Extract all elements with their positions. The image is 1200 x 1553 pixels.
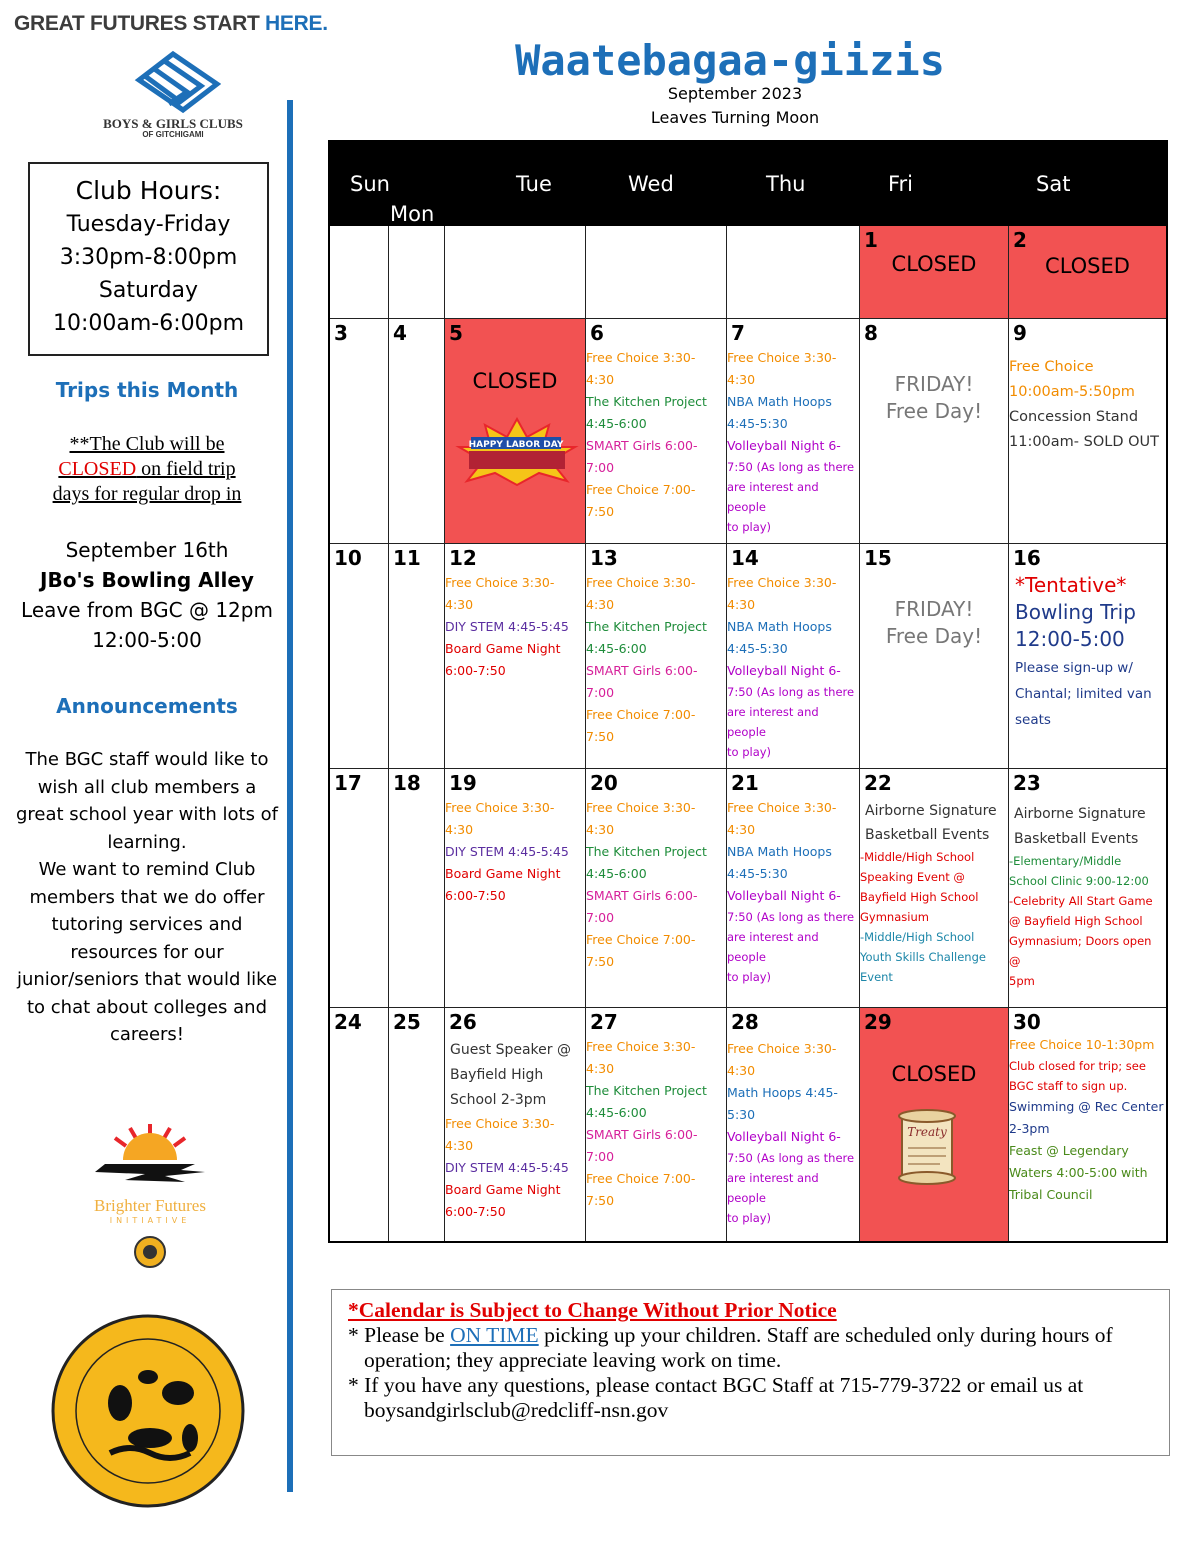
- day-number: 28: [731, 1010, 759, 1034]
- hours-line: Saturday: [98, 278, 199, 303]
- day-header-thu: Thu: [766, 172, 806, 196]
- day-number: 25: [393, 1010, 421, 1034]
- event-guest-speaker: Guest Speaker @: [450, 1042, 571, 1058]
- labor-day-text: HAPPY LABOR DAY: [468, 440, 564, 450]
- event-note: 7:50 (As long as there: [727, 460, 855, 474]
- trip-date: September 16th: [65, 538, 229, 562]
- announcement-text: We want to remind Club members that we do offer tutoring services and resources for our junior/seniors that would like to chat about colleges and careers!: [16, 859, 278, 1045]
- day-cell-17: [330, 769, 389, 1008]
- event-time: 7:00: [586, 910, 615, 925]
- hours-line: 3:30pm-8:00pm: [59, 245, 238, 270]
- event-free-choice: Free Choice 3:30-: [727, 575, 837, 590]
- event-note: are interest and people: [727, 705, 819, 739]
- event-free-choice: Free Choice 3:30-: [586, 1039, 696, 1054]
- tentative-label: *Tentative*: [1015, 573, 1127, 597]
- event-time: 7:50: [586, 504, 615, 519]
- trip-note: [14, 432, 280, 507]
- day-number: 4: [393, 321, 407, 345]
- day-cell-13: [586, 544, 727, 769]
- event-free-choice: Free Choice 3:30-: [586, 800, 696, 815]
- event-note: to play): [727, 970, 772, 984]
- event-time: 7:00: [586, 460, 615, 475]
- day-cell-3: [330, 319, 389, 544]
- event-time: 4:45-5:30: [727, 866, 788, 881]
- event-time: 7:00: [586, 1149, 615, 1164]
- event-volleyball: Volleyball Night 6-: [727, 1129, 841, 1144]
- trips-section: [14, 378, 280, 655]
- moon-label: Leaves Turning Moon: [650, 108, 820, 127]
- announcement-text: The BGC staff would like to wish all club members a great school year with lots of learning.: [15, 749, 279, 853]
- day-number: 15: [864, 546, 892, 570]
- bgc-hands-icon: [125, 50, 221, 114]
- month-label: September 2023: [667, 84, 803, 103]
- event-free-choice: Free Choice 7:00-: [586, 707, 696, 722]
- event-free-choice: Free Choice 7:00-: [586, 482, 696, 497]
- event-free-choice: Free Choice 3:30-: [445, 800, 555, 815]
- event-free-choice: Free Choice: [1009, 359, 1094, 375]
- free-day-label: Free Day!: [885, 624, 983, 648]
- day-cell-26: [445, 1008, 586, 1241]
- org-sub: OF GITCHIGAMI: [142, 130, 204, 139]
- tribal-seal-icon: [50, 1313, 246, 1509]
- event-time: 4:30: [727, 1063, 756, 1078]
- event-board-game-night: Board Game Night: [445, 866, 561, 881]
- free-day-label: Free Day!: [885, 399, 983, 423]
- tagline-accent: HERE.: [265, 12, 328, 35]
- notice-text: If you have any questions, please contact BGC Staff at 715-779-3722 or email us at boysandgirlsclub@redcliff-nsn.gov: [364, 1373, 1084, 1422]
- event-nba-math-hoops: NBA Math Hoops: [727, 844, 832, 859]
- day-number: 26: [449, 1010, 477, 1034]
- divider-line: [287, 100, 293, 1492]
- event-swimming: Swimming @ Rec Center: [1009, 1099, 1164, 1114]
- bgc-logo: [88, 50, 258, 139]
- event-free-choice: Free Choice 3:30-: [727, 1041, 837, 1056]
- day-cell-30: [1009, 1008, 1166, 1241]
- day-number: 10: [334, 546, 362, 570]
- event-note: are interest and people: [727, 480, 819, 514]
- event-time: 4:30: [445, 822, 474, 837]
- day-number: 24: [334, 1010, 362, 1034]
- event-time: 10:00am-5:50pm: [1009, 384, 1135, 400]
- day-cell-18: [389, 769, 445, 1008]
- event-time: 4:45-6:00: [586, 1105, 647, 1120]
- event-bowling-trip: Bowling Trip: [1015, 600, 1136, 624]
- brighter-futures-name: Brighter Futures: [94, 1196, 206, 1215]
- event-note: to play): [727, 1211, 772, 1225]
- event-note: are interest and people: [727, 1171, 819, 1205]
- event-math-hoops: Math Hoops 4:45-: [727, 1085, 838, 1100]
- event-kitchen-project: The Kitchen Project: [586, 619, 707, 634]
- event-guest-speaker: Bayfield High: [450, 1067, 544, 1083]
- day-header-wed: Wed: [628, 172, 674, 196]
- day-cell-6: [586, 319, 727, 544]
- event-free-choice: Free Choice 3:30-: [445, 575, 555, 590]
- event-time: 4:45-6:00: [586, 416, 647, 431]
- event-volleyball: Volleyball Night 6-: [727, 663, 841, 678]
- event-guest-speaker: School 2-3pm: [450, 1092, 547, 1108]
- event-note: Gymnasium: [860, 910, 929, 924]
- closed-label: CLOSED: [891, 252, 977, 276]
- event-free-choice: Free Choice 10-1:30pm: [1009, 1037, 1155, 1052]
- event-note: to play): [727, 520, 772, 534]
- day-cell-9: [1009, 319, 1166, 544]
- treaty-scroll-icon: [892, 1106, 962, 1188]
- event-time: 12:00-5:00: [1015, 627, 1125, 651]
- day-cell-15: [860, 544, 1009, 769]
- event-free-choice: Free Choice 3:30-: [445, 1116, 555, 1131]
- day-cell-5: [445, 319, 586, 544]
- day-number: 27: [590, 1010, 618, 1034]
- notice-text: Please be: [364, 1323, 451, 1347]
- event-time: 2-3pm: [1009, 1121, 1050, 1136]
- event-note: 7:50 (As long as there: [727, 685, 855, 699]
- org-name: BOYS & GIRLS CLUBS: [103, 116, 243, 131]
- event-time: 4:30: [445, 1138, 474, 1153]
- day-number: 17: [334, 771, 362, 795]
- event-time: 7:00: [586, 685, 615, 700]
- event-note: -Elementary/Middle: [1009, 854, 1122, 868]
- trip-note-line: on field trip: [136, 458, 236, 480]
- friday-label: FRIDAY!: [894, 372, 974, 396]
- day-number: 16: [1013, 546, 1041, 570]
- event-feast: Feast @ Legendary: [1009, 1143, 1129, 1158]
- day-cell-empty: [727, 226, 860, 319]
- day-number: 3: [334, 321, 348, 345]
- event-free-choice: Free Choice 3:30-: [586, 350, 696, 365]
- closed-label: CLOSED: [1045, 254, 1130, 278]
- day-cell-16: [1009, 544, 1166, 769]
- day-cell-4: [389, 319, 445, 544]
- day-header-sat: Sat: [1036, 172, 1071, 196]
- day-cell-2: [1009, 226, 1166, 319]
- trip-note-closed: CLOSED: [58, 458, 137, 480]
- day-cell-24: [330, 1008, 389, 1241]
- event-concession-stand: Concession Stand: [1009, 409, 1139, 425]
- brighter-futures-logo: [78, 1120, 222, 1273]
- sunrise-icon: [85, 1120, 215, 1190]
- event-note: Event: [860, 970, 893, 984]
- notice-title: *Calendar is Subject to Change Without Prior Notice: [348, 1298, 837, 1322]
- day-number: 2: [1013, 228, 1027, 252]
- event-note: School Clinic 9:00-12:00: [1009, 874, 1149, 888]
- day-cell-empty: [586, 226, 727, 319]
- event-time: 7:50: [586, 1193, 615, 1208]
- day-cell-29: [860, 1008, 1009, 1241]
- event-time: 5:30: [727, 1107, 756, 1122]
- event-note: Club closed for trip; see: [1009, 1059, 1146, 1073]
- event-note: Gymnasium; Doors open @: [1009, 934, 1152, 968]
- event-note: to play): [727, 745, 772, 759]
- event-time: 6:00-7:50: [445, 663, 506, 678]
- day-number: 12: [449, 546, 477, 570]
- calendar-grid: [328, 140, 1168, 1243]
- day-header-fri: Fri: [888, 172, 914, 196]
- event-nba-math-hoops: NBA Math Hoops: [727, 394, 832, 409]
- notice-box: [331, 1289, 1170, 1456]
- event-diy-stem: DIY STEM 4:45-5:45: [445, 844, 569, 859]
- hours-line: 10:00am-6:00pm: [52, 311, 245, 336]
- event-volleyball: Volleyball Night 6-: [727, 888, 841, 903]
- event-time: 4:30: [586, 372, 615, 387]
- event-time: 7:50: [586, 954, 615, 969]
- event-smart-girls: SMART Girls 6:00-: [586, 663, 698, 678]
- event-smart-girls: SMART Girls 6:00-: [586, 1127, 698, 1142]
- day-cell-empty: [445, 226, 586, 319]
- event-kitchen-project: The Kitchen Project: [586, 394, 707, 409]
- day-number: 6: [590, 321, 604, 345]
- event-smart-girls: SMART Girls 6:00-: [586, 888, 698, 903]
- event-smart-girls: SMART Girls 6:00-: [586, 438, 698, 453]
- event-time: 7:50: [586, 729, 615, 744]
- day-number: 8: [864, 321, 878, 345]
- event-note: Speaking Event @: [860, 870, 965, 884]
- event-time: 4:30: [586, 597, 615, 612]
- notice-text: picking up your children. Staff are scheduled only during hours of operation; they appreciate leaving work on time.: [364, 1323, 1113, 1372]
- day-number: 29: [864, 1010, 892, 1034]
- day-cell-empty: [330, 226, 389, 319]
- day-cell-25: [389, 1008, 445, 1241]
- small-seal-icon: [133, 1235, 167, 1269]
- day-cell-20: [586, 769, 727, 1008]
- friday-label: FRIDAY!: [894, 597, 974, 621]
- event-time: 4:45-5:30: [727, 641, 788, 656]
- event-note: Youth Skills Challenge: [860, 950, 986, 964]
- day-number: 11: [393, 546, 421, 570]
- day-cell-8: [860, 319, 1009, 544]
- trip-info: [14, 535, 280, 655]
- event-time: 6:00-7:50: [445, 888, 506, 903]
- brighter-futures-initiative: INITIATIVE: [109, 1216, 191, 1225]
- trip-note-line: **The Club will be: [69, 433, 225, 455]
- event-board-game-night: Board Game Night: [445, 1182, 561, 1197]
- event-time: 4:30: [727, 822, 756, 837]
- day-cell-27: [586, 1008, 727, 1241]
- day-cell-23: [1009, 769, 1166, 1008]
- event-diy-stem: DIY STEM 4:45-5:45: [445, 619, 569, 634]
- tagline: [14, 12, 328, 36]
- day-cell-1: [860, 226, 1009, 319]
- closed-label: CLOSED: [891, 1062, 977, 1086]
- event-note: 7:50 (As long as there: [727, 910, 855, 924]
- day-number: 21: [731, 771, 759, 795]
- event-free-choice: Free Choice 7:00-: [586, 932, 696, 947]
- day-number: 20: [590, 771, 618, 795]
- day-number: 18: [393, 771, 421, 795]
- day-number: 19: [449, 771, 477, 795]
- hours-line: Tuesday-Friday: [66, 212, 231, 237]
- event-diy-stem: DIY STEM 4:45-5:45: [445, 1160, 569, 1175]
- trip-time: 12:00-5:00: [92, 628, 202, 652]
- notice-bullet: * Please be ON TIME picking up your children. Staff are scheduled only during hours of operation; they appreciate leaving work on time.: [348, 1323, 1113, 1372]
- event-time: 6:00-7:50: [445, 1204, 506, 1219]
- event-free-choice: Free Choice 3:30-: [727, 350, 837, 365]
- day-number: 7: [731, 321, 745, 345]
- day-number: 22: [864, 771, 892, 795]
- announcements-heading: Announcements: [56, 694, 238, 718]
- event-kitchen-project: The Kitchen Project: [586, 1083, 707, 1098]
- event-airborne: Airborne Signature: [865, 803, 997, 819]
- trip-leave: Leave from BGC @ 12pm: [21, 598, 273, 622]
- event-note: -Middle/High School: [860, 930, 975, 944]
- event-note: -Middle/High School: [860, 850, 975, 864]
- day-number: 13: [590, 546, 618, 570]
- event-airborne: Basketball Events: [1014, 831, 1139, 847]
- day-cell-10: [330, 544, 389, 769]
- announcements-section: [14, 694, 280, 1049]
- day-cell-22: [860, 769, 1009, 1008]
- page-title: Waatebagaa-giizis: [515, 36, 945, 85]
- event-note: @ Bayfield High School: [1009, 914, 1143, 928]
- treaty-text: Treaty: [907, 1125, 947, 1139]
- event-note: -Celebrity All Start Game: [1009, 894, 1153, 908]
- day-number: 30: [1013, 1010, 1041, 1034]
- event-note: are interest and people: [727, 930, 819, 964]
- day-cell-11: [389, 544, 445, 769]
- day-cell-7: [727, 319, 860, 544]
- event-time: 4:45-5:30: [727, 416, 788, 431]
- day-header-mon: Mon: [390, 202, 435, 226]
- day-cell-21: [727, 769, 860, 1008]
- trip-place: JBo's Bowling Alley: [40, 568, 254, 592]
- day-number: 5: [449, 321, 463, 345]
- day-number: 1: [864, 228, 878, 252]
- event-feast: Tribal Council: [1009, 1187, 1093, 1202]
- club-hours-box: [28, 162, 269, 356]
- tagline-main: GREAT FUTURES START: [14, 12, 266, 35]
- event-note: seats: [1015, 712, 1051, 728]
- event-kitchen-project: The Kitchen Project: [586, 844, 707, 859]
- event-nba-math-hoops: NBA Math Hoops: [727, 619, 832, 634]
- event-time: 4:30: [445, 597, 474, 612]
- day-cell-14: [727, 544, 860, 769]
- day-number: 14: [731, 546, 759, 570]
- day-number: 23: [1013, 771, 1041, 795]
- event-time: 4:30: [586, 1061, 615, 1076]
- event-note: 5pm: [1009, 974, 1035, 988]
- event-note: 7:50 (As long as there: [727, 1151, 855, 1165]
- day-cell-19: [445, 769, 586, 1008]
- event-airborne: Basketball Events: [865, 827, 990, 843]
- notice-bullet: * If you have any questions, please contact BGC Staff at 715-779-3722 or email us at boysandgirlsclub@redcliff-nsn.gov: [348, 1373, 1084, 1422]
- event-feast: Waters 4:00-5:00 with: [1009, 1165, 1148, 1180]
- event-time: 4:30: [727, 372, 756, 387]
- labor-day-icon: [455, 417, 579, 487]
- day-cell-28: [727, 1008, 860, 1241]
- day-cell-12: [445, 544, 586, 769]
- trips-heading: Trips this Month: [55, 378, 239, 402]
- closed-label: CLOSED: [472, 369, 558, 393]
- event-time: 4:45-6:00: [586, 641, 647, 656]
- club-hours-title: Club Hours:: [75, 176, 222, 205]
- event-note: BGC staff to sign up.: [1009, 1079, 1128, 1093]
- red-cliff-seal: [50, 1313, 246, 1513]
- day-header-tue: Tue: [516, 172, 552, 196]
- trip-note-line: days for regular drop in: [52, 483, 242, 505]
- event-free-choice: Free Choice 3:30-: [586, 575, 696, 590]
- day-number: 9: [1013, 321, 1027, 345]
- event-note: Bayfield High School: [860, 890, 979, 904]
- event-volleyball: Volleyball Night 6-: [727, 438, 841, 453]
- day-cell-empty: [389, 226, 445, 319]
- event-airborne: Airborne Signature: [1014, 806, 1146, 822]
- event-time: 11:00am- SOLD OUT: [1009, 434, 1159, 450]
- event-time: 4:30: [586, 822, 615, 837]
- event-board-game-night: Board Game Night: [445, 641, 561, 656]
- event-time: 4:45-6:00: [586, 866, 647, 881]
- day-header-sun: Sun: [350, 172, 390, 196]
- event-note: Chantal; limited van: [1015, 686, 1152, 702]
- event-note: Please sign-up w/: [1015, 660, 1133, 676]
- on-time-link[interactable]: ON TIME: [450, 1323, 539, 1347]
- calendar-header: [330, 142, 1166, 226]
- event-time: 4:30: [727, 597, 756, 612]
- event-free-choice: Free Choice 3:30-: [727, 800, 837, 815]
- event-free-choice: Free Choice 7:00-: [586, 1171, 696, 1186]
